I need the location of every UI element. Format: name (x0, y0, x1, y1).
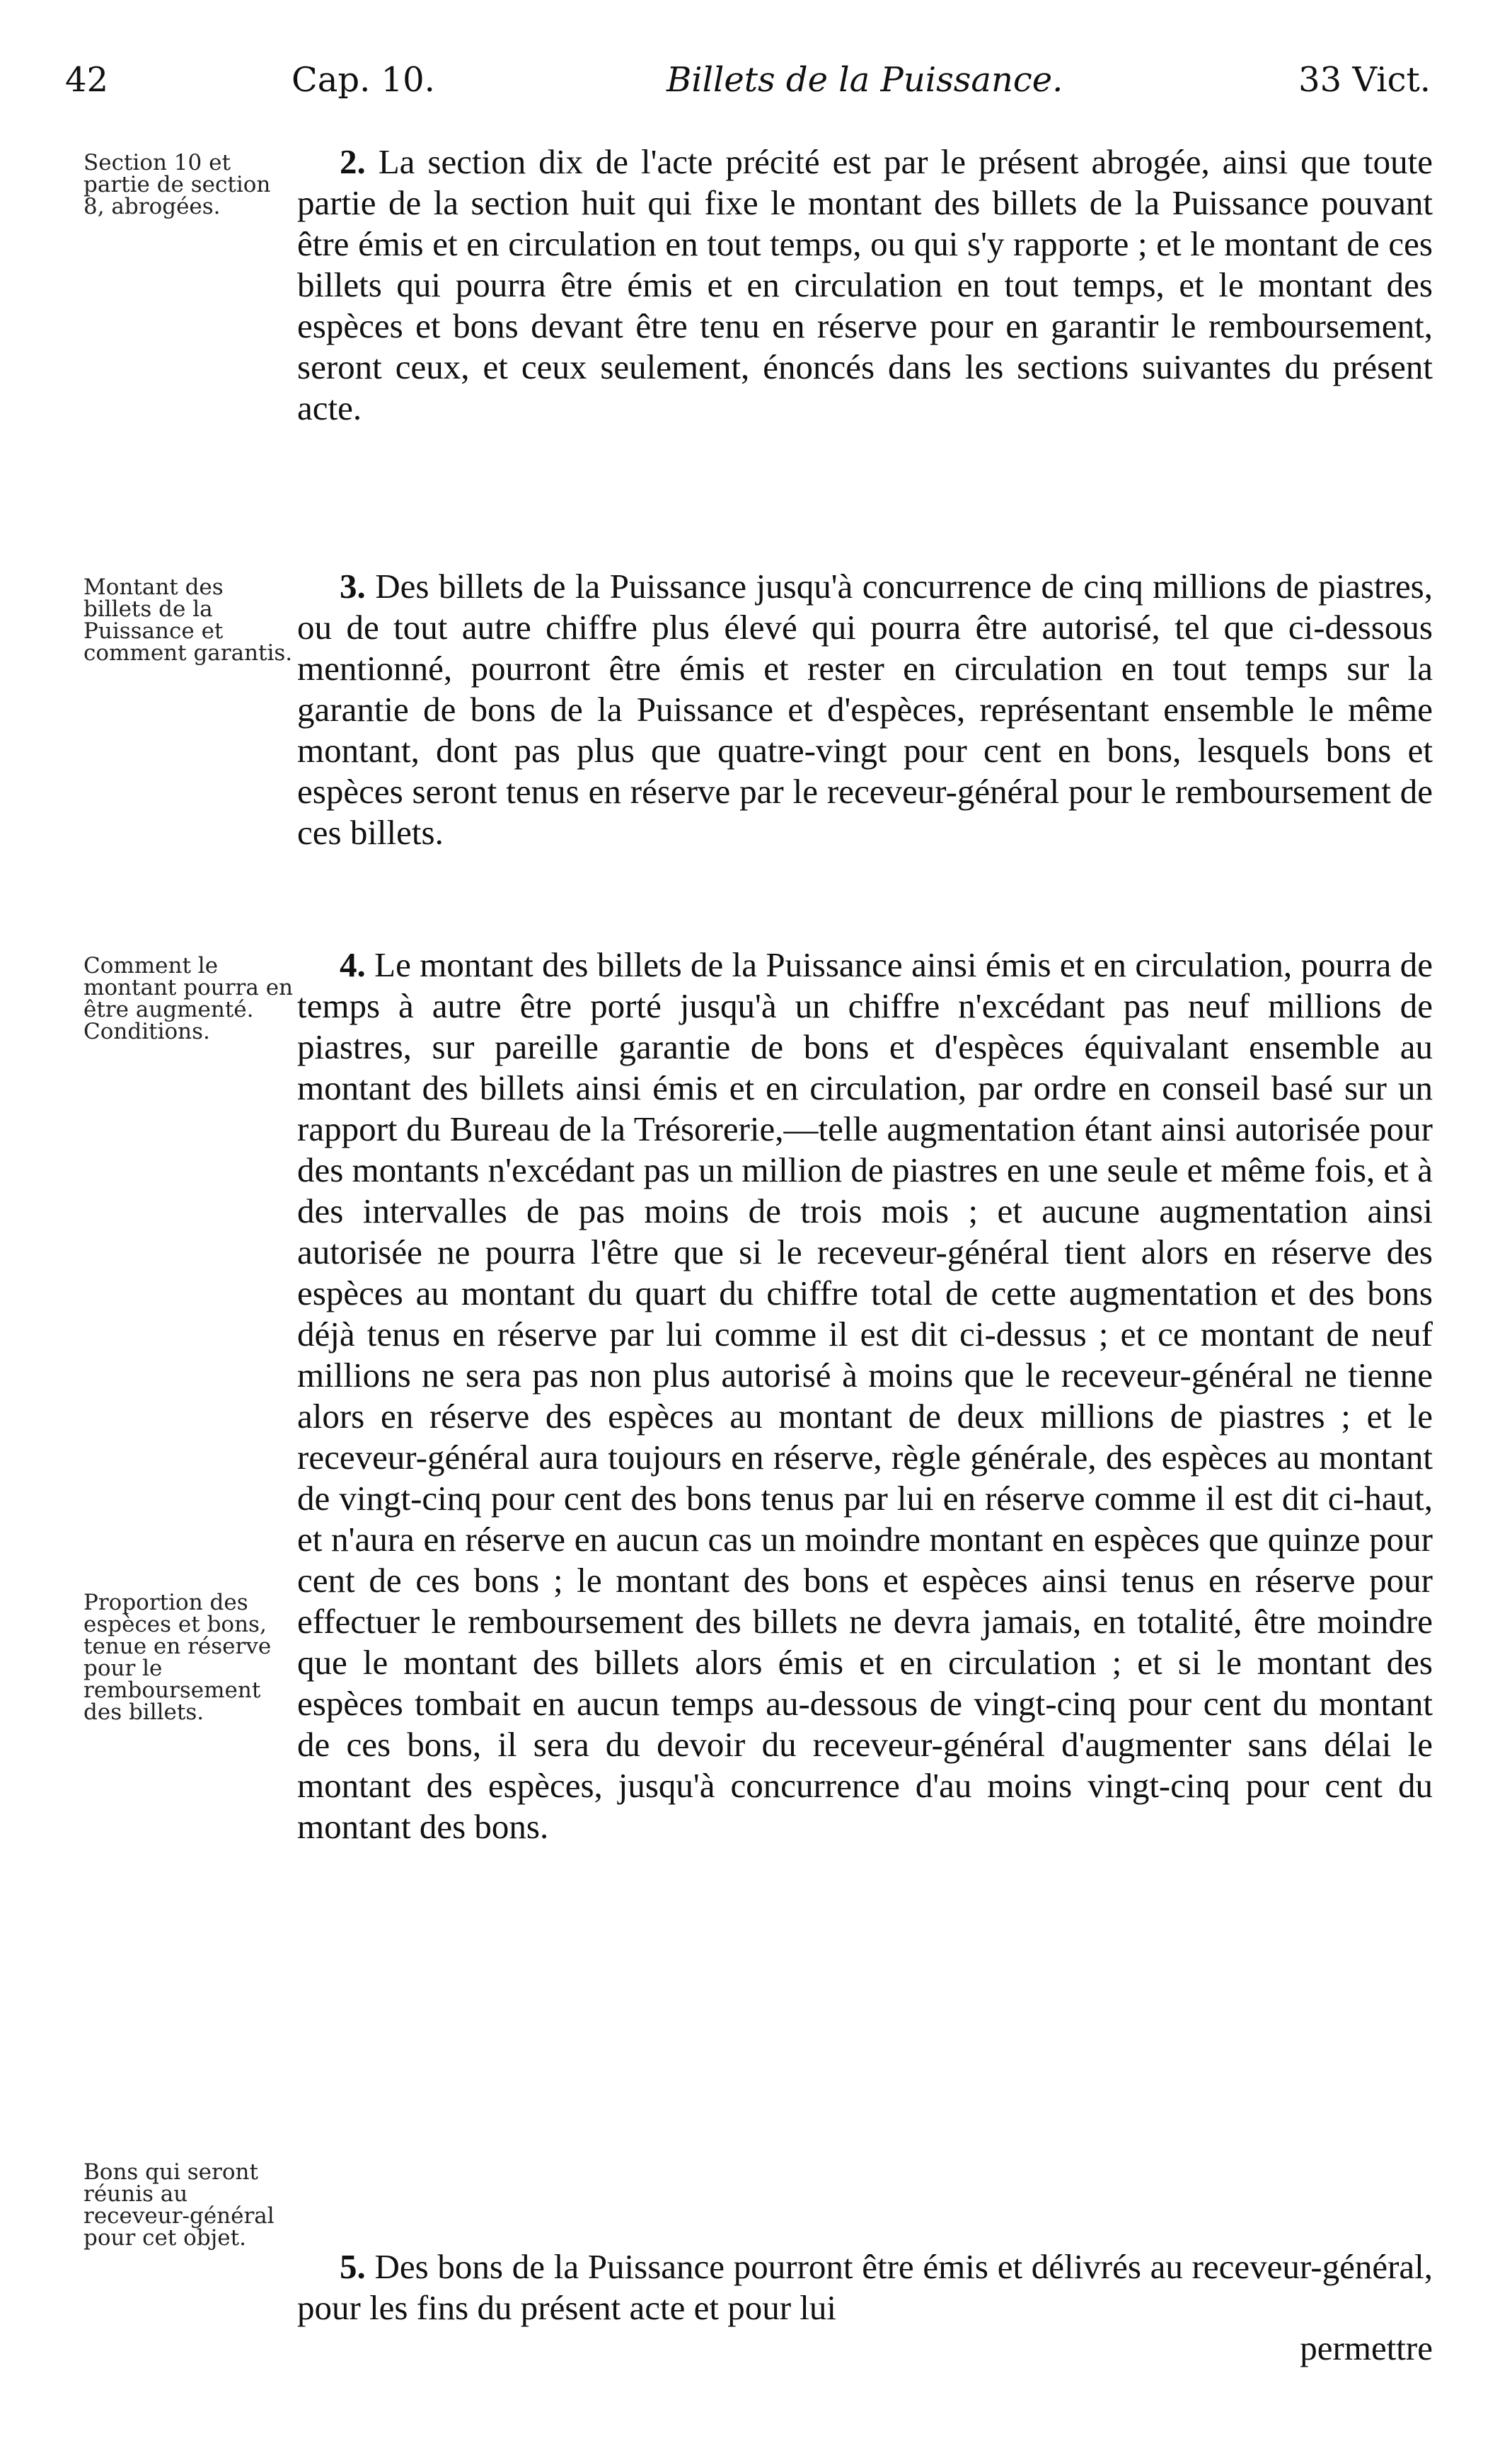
section-5 (297, 2246, 1433, 2328)
margin-note-section-4: Comment le montant pourra en être augmenté. Conditions. (83, 953, 293, 1044)
catchword: permettre (1300, 2328, 1433, 2367)
margin-note-section-5: Bons qui seront réunis au receveur-général pour cet objet. (83, 2159, 275, 2251)
section-4 (297, 945, 1433, 1847)
running-title: Billets de la Puissance. (666, 60, 1063, 100)
section-number: 4. (340, 945, 366, 984)
chapter-label: Cap. 10. (292, 60, 435, 100)
page-number: 42 (65, 60, 109, 100)
section-text: La section dix de l'acte précité est par le présent abrogée, ainsi que toute partie de la section huit qui fixe le montant des billets de la Puissance pouvant être émis et en circulation en tout temps, ou qui s'y rapporte ; et le montant de ces billets qui pourra être émis et en circulation en tout temps, et le montant des espèces et bons devant être tenu en réserve pour en garantir le remboursement, seront ceux, et ceux seulement, énoncés dans les sections suivantes du présent acte. (297, 142, 1433, 427)
section-text: Le montant des billets de la Puissance ainsi émis et en circulation, pourra de temps à autre être porté jusqu'à un chiffre n'excédant pas neuf millions de piastres, sur pareille garantie de bons et d'espèces équivalant ensemble au montant des billets ainsi émis et en circulation, par ordre en conseil basé sur un rapport du Bureau de la Trésorerie,—telle augmentation étant ainsi autorisée pour des montants n'excédant pas un million de piastres en une seule et même fois, et à des intervalles de pas moins de trois mois ; et aucune augmentation ainsi autorisée ne pourra l'être que si le receveur-général tient alors en réserve des espèces au montant du quart du chiffre total de cette augmentation et des bons déjà tenus en réserve par lui comme il est dit ci-dessus ; et ce montant de neuf millions ne sera pas non plus autorisé à moins que le receveur-général ne tienne alors en réserve des espèces au montant de deux millions de piastres ; et le receveur-général aura toujours en réserve, règle générale, des espèces au montant de vingt-cinq pour cent des bons tenus par lui en réserve comme il est dit ci-haut, et n'aura en réserve en aucun cas un moindre montant en espèces que quinze pour cent de ces bons ; le montant des bons et espèces ainsi tenus en réserve pour effectuer le remboursement des billets ne devra jamais, en totalité, être moindre que le montant des billets alors émis et en circulation ; et si le montant des espèces tombait en aucun temps au-dessous de vingt-cinq pour cent du montant de ces bons, il sera du devoir du receveur-général d'augmenter sans délai le montant des espèces, jusqu'à concurrence d'au moins vingt-cinq pour cent du montant des bons. (297, 945, 1433, 1846)
section-number: 3. (340, 567, 366, 606)
section-number: 5. (340, 2247, 366, 2286)
section-2 (297, 142, 1433, 429)
section-3 (297, 566, 1433, 853)
running-header (65, 60, 1431, 117)
margin-note-section-2: Section 10 et partie de section 8, abrogées. (83, 150, 271, 219)
margin-note-section-3: Montant des billets de la Puissance et comment garantis. (83, 575, 293, 666)
regnal-year: 33 Vict. (1298, 60, 1431, 100)
section-text: Des bons de la Puissance pourront être émis et délivrés au receveur-général, pour les fins du présent acte et pour lui (297, 2247, 1433, 2327)
margin-note-section-4-reserve: Proportion des espèces et bons, tenue en réserve pour le remboursement des billets. (83, 1590, 272, 1725)
section-text: Des billets de la Puissance jusqu'à concurrence de cinq millions de piastres, ou de tout autre chiffre plus élevé qui pourra être autorisé, tel que ci-dessous mentionné, pourront être émis et rester en circulation en tout temps sur la garantie de bons de la Puissance et d'espèces, représentant ensemble le même montant, dont pas plus que quatre-vingt pour cent en bons, lesquels bons et espèces seront tenus en réserve par le receveur-général pour le remboursement de ces billets. (297, 567, 1433, 852)
section-number: 2. (340, 142, 366, 181)
